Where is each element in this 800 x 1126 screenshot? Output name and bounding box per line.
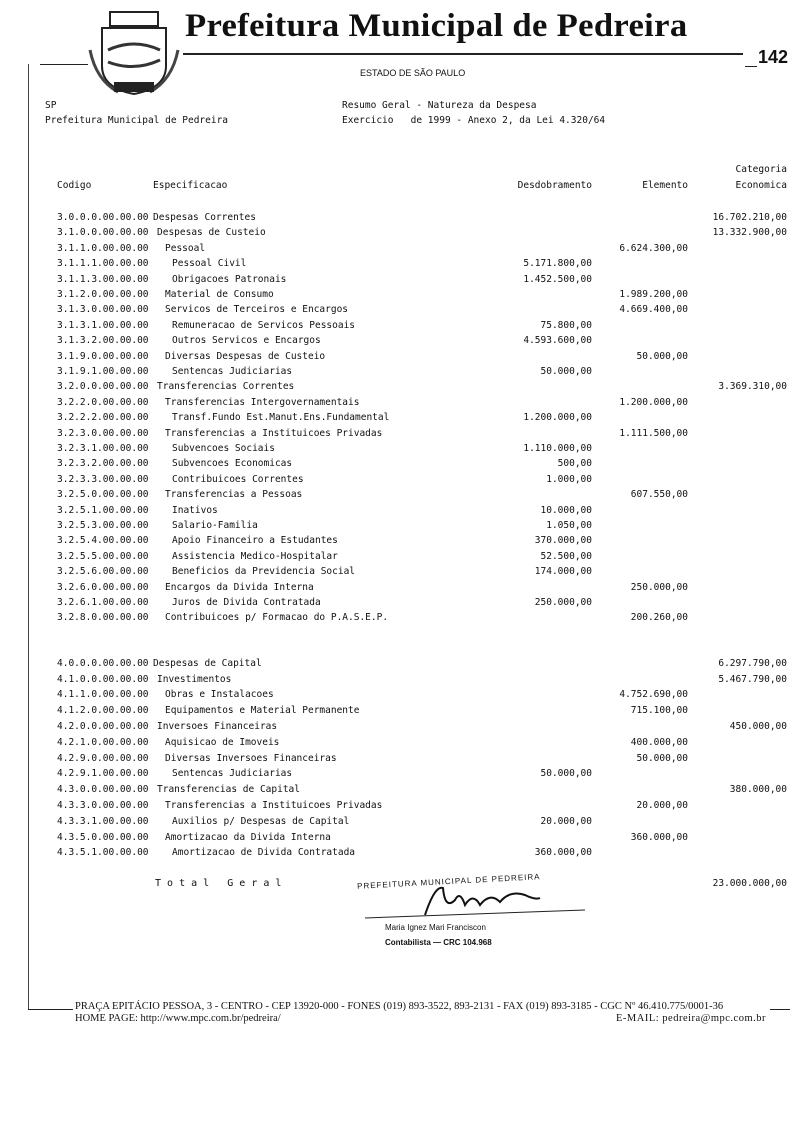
row-code: 3.2.3.1.00.00.00 [57, 443, 149, 454]
row-specification: Servicos de Terceiros e Encargos [165, 304, 349, 316]
row-specification: Obras e Instalacoes [165, 689, 274, 701]
table-row [0, 505, 800, 520]
row-code: 4.3.3.0.00.00.00 [57, 800, 149, 811]
footer-email: E-MAIL: pedreira@mpc.com.br [616, 1013, 766, 1024]
header-left-entity: Prefeitura Municipal de Pedreira [45, 115, 229, 126]
row-code: 3.2.5.3.00.00.00 [57, 520, 149, 531]
row-code: 3.2.5.1.00.00.00 [57, 504, 149, 516]
row-specification: Transferencias a Instituicoes Privadas [165, 427, 383, 439]
col-header-spec: Especificacao [153, 180, 228, 191]
row-desdobramento: 250.000,00 [534, 597, 592, 608]
table-row [0, 753, 800, 768]
row-categoria: 450.000,00 [729, 721, 787, 732]
row-specification: Encargos da Divida Interna [165, 581, 314, 593]
row-specification: Amortizacao de Divida Contratada [172, 847, 356, 859]
col-header-categoria-1: Categoria [735, 164, 787, 175]
row-specification: Material de Consumo [165, 289, 274, 300]
table-row [0, 597, 800, 612]
row-desdobramento: 10.000,00 [540, 504, 592, 516]
row-specification: Despesas Correntes [153, 212, 256, 223]
row-specification: Juros de Divida Contratada [172, 597, 321, 608]
row-code: 3.1.3.1.00.00.00 [57, 319, 149, 331]
row-code: 3.1.2.0.00.00.00 [57, 289, 149, 300]
row-specification: Auxilios p/ Despesas de Capital [172, 815, 350, 827]
row-code: 4.2.9.1.00.00.00 [57, 768, 149, 780]
row-desdobramento: 1.050,00 [546, 520, 592, 531]
row-categoria: 5.467.790,00 [718, 673, 787, 685]
row-specification: Pessoal Civil [172, 258, 247, 270]
row-code: 4.1.1.0.00.00.00 [57, 689, 149, 701]
table-row [0, 674, 800, 689]
row-specification: Despesas de Custeio [157, 227, 266, 239]
row-specification: Transferencias a Instituicoes Privadas [165, 800, 383, 811]
row-desdobramento: 75.800,00 [540, 319, 592, 331]
col-header-elemento: Elemento [642, 180, 688, 191]
row-specification: Pessoal [165, 242, 206, 254]
row-specification: Investimentos [157, 673, 232, 685]
row-desdobramento: 500,00 [557, 458, 592, 470]
row-specification: Outros Servicos e Encargos [172, 335, 321, 347]
row-code: 3.2.6.0.00.00.00 [57, 581, 149, 593]
table-row [0, 474, 800, 489]
row-categoria: 380.000,00 [729, 784, 787, 796]
table-row [0, 800, 800, 815]
row-elemento: 200.260,00 [630, 612, 688, 624]
page-number: 142 [758, 47, 789, 67]
table-row [0, 582, 800, 597]
total-value: 23.000.000,00 [712, 878, 787, 889]
row-code: 4.3.3.1.00.00.00 [57, 815, 149, 827]
row-code: 3.1.1.0.00.00.00 [57, 242, 149, 254]
row-elemento: 1.989.200,00 [619, 289, 688, 300]
row-specification: Apoio Financeiro a Estudantes [172, 535, 338, 547]
row-elemento: 6.624.300,00 [619, 242, 688, 254]
row-desdobramento: 1.200.000,00 [523, 412, 592, 424]
row-code: 3.1.1.3.00.00.00 [57, 273, 149, 285]
table-row [0, 335, 800, 350]
row-desdobramento: 20.000,00 [540, 815, 592, 827]
row-desdobramento: 4.593.600,00 [523, 335, 592, 347]
row-specification: Transferencias a Pessoas [165, 489, 303, 501]
row-specification: Contribuicoes p/ Formacao do P.A.S.E.P. [165, 612, 389, 624]
table-row [0, 658, 800, 673]
table-row [0, 737, 800, 752]
table-row [0, 428, 800, 443]
row-specification: Contribuicoes Correntes [172, 473, 304, 485]
row-code: 3.1.9.1.00.00.00 [57, 366, 149, 377]
row-code: 3.2.5.4.00.00.00 [57, 535, 149, 547]
row-desdobramento: 1.110.000,00 [523, 443, 592, 454]
row-desdobramento: 360.000,00 [534, 847, 592, 859]
row-code: 3.2.5.5.00.00.00 [57, 550, 149, 562]
row-code: 3.2.3.0.00.00.00 [57, 427, 149, 439]
row-elemento: 20.000,00 [636, 800, 688, 811]
row-code: 3.2.6.1.00.00.00 [57, 597, 149, 608]
handwritten-signature [365, 880, 595, 920]
table-row [0, 381, 800, 396]
table-row [0, 227, 800, 242]
row-specification: Equipamentos e Material Permanente [165, 705, 360, 717]
row-code: 3.2.0.0.00.00.00 [57, 381, 149, 393]
row-code: 3.1.0.0.00.00.00 [57, 227, 149, 239]
row-specification: Subvencoes Sociais [172, 443, 275, 454]
row-code: 3.2.3.3.00.00.00 [57, 473, 149, 485]
row-categoria: 3.369.310,00 [718, 381, 787, 393]
col-header-code: Codigo [57, 180, 92, 191]
row-code: 4.0.0.0.00.00.00 [57, 657, 149, 669]
row-specification: Sentencas Judiciarias [172, 768, 293, 780]
row-code: 4.1.0.0.00.00.00 [57, 673, 149, 685]
row-code: 3.2.8.0.00.00.00 [57, 612, 149, 624]
total-label: T o t a l G e r a l [155, 878, 282, 889]
table-row [0, 832, 800, 847]
table-row [0, 351, 800, 366]
row-desdobramento: 174.000,00 [534, 566, 592, 578]
row-elemento: 607.550,00 [630, 489, 688, 501]
row-code: 3.1.1.1.00.00.00 [57, 258, 149, 270]
table-row [0, 243, 800, 258]
table-row [0, 612, 800, 627]
row-desdobramento: 1.452.500,00 [523, 273, 592, 285]
row-elemento: 360.000,00 [630, 831, 688, 843]
table-row [0, 566, 800, 581]
row-specification: Salario-Familia [172, 520, 258, 531]
row-elemento: 50.000,00 [636, 350, 688, 362]
table-row [0, 489, 800, 504]
table-row [0, 705, 800, 720]
row-desdobramento: 50.000,00 [540, 366, 592, 377]
row-specification: Assistencia Medico-Hospitalar [172, 550, 338, 562]
row-specification: Aquisicao de Imoveis [165, 736, 280, 748]
row-specification: Sentencas Judiciarias [172, 366, 293, 377]
table-row [0, 397, 800, 412]
row-specification: Subvencoes Economicas [172, 458, 293, 470]
row-elemento: 715.100,00 [630, 705, 688, 717]
title-rule [183, 53, 743, 55]
row-specification: Amortizacao da Divida Interna [165, 831, 331, 843]
table-row [0, 258, 800, 273]
row-elemento: 250.000,00 [630, 581, 688, 593]
signature-stamp: PREFEITURA MUNICIPAL DE PEDREIRA [356, 872, 541, 891]
row-code: 3.1.9.0.00.00.00 [57, 350, 149, 362]
row-code: 4.3.5.0.00.00.00 [57, 831, 149, 843]
margin-rule [40, 64, 88, 65]
municipal-crest-logo [88, 10, 180, 98]
table-row [0, 212, 800, 227]
signatory-name: Maria Ignez Mari Franciscon [385, 923, 486, 932]
report-title: Resumo Geral - Natureza da Despesa [342, 100, 537, 111]
row-elemento: 1.111.500,00 [619, 427, 688, 439]
row-categoria: 6.297.790,00 [718, 657, 787, 669]
row-code: 4.2.9.0.00.00.00 [57, 752, 149, 764]
row-code: 3.2.5.0.00.00.00 [57, 489, 149, 501]
row-desdobramento: 5.171.800,00 [523, 258, 592, 270]
table-row [0, 689, 800, 704]
row-code: 4.1.2.0.00.00.00 [57, 705, 149, 717]
row-code: 4.3.0.0.00.00.00 [57, 784, 149, 796]
table-row [0, 784, 800, 799]
table-row [0, 520, 800, 535]
table-row [0, 366, 800, 381]
row-code: 3.2.3.2.00.00.00 [57, 458, 149, 470]
row-specification: Transferencias de Capital [157, 784, 300, 796]
row-specification: Despesas de Capital [153, 657, 262, 669]
row-desdobramento: 1.000,00 [546, 473, 592, 485]
row-specification: Transferencias Intergovernamentais [165, 396, 360, 408]
col-header-desdobramento: Desdobramento [517, 180, 592, 191]
row-code: 3.2.5.6.00.00.00 [57, 566, 149, 578]
footer-rule-right [770, 1009, 790, 1010]
row-elemento: 4.669.400,00 [619, 304, 688, 316]
row-categoria: 16.702.210,00 [712, 212, 787, 223]
table-row [0, 304, 800, 319]
report-subtitle: Exercicio de 1999 - Anexo 2, da Lei 4.320/64 [342, 115, 606, 126]
table-row [0, 274, 800, 289]
row-desdobramento: 52.500,00 [540, 550, 592, 562]
table-row [0, 289, 800, 304]
row-specification: Obrigacoes Patronais [172, 273, 287, 285]
row-specification: Inativos [172, 504, 218, 516]
footer-address: PRAÇA EPITÁCIO PESSOA, 3 - CENTRO - CEP 13920-000 - FONES (019) 893-3522, 893-2131 - FAX (019) 893-3185 - CGC Nº 46.410.775/0001-36 [75, 1001, 724, 1012]
letterhead-title: Prefeitura Municipal de Pedreira [185, 8, 688, 44]
row-specification: Remuneracao de Servicos Pessoais [172, 319, 356, 331]
table-row [0, 721, 800, 736]
signatory-role: Contabilista — CRC 104.968 [385, 938, 492, 947]
row-code: 4.2.0.0.00.00.00 [57, 721, 149, 732]
col-header-categoria-2: Economica [735, 180, 787, 191]
row-code: 4.3.5.1.00.00.00 [57, 847, 149, 859]
row-code: 3.1.3.0.00.00.00 [57, 304, 149, 316]
row-elemento: 400.000,00 [630, 736, 688, 748]
table-row [0, 320, 800, 335]
table-row [0, 535, 800, 550]
row-elemento: 1.200.000,00 [619, 396, 688, 408]
row-code: 3.0.0.0.00.00.00 [57, 212, 149, 223]
row-desdobramento: 370.000,00 [534, 535, 592, 547]
row-code: 3.2.2.0.00.00.00 [57, 396, 149, 408]
letterhead-state: ESTADO DE SÃO PAULO [360, 68, 466, 78]
table-row [0, 458, 800, 473]
row-specification: Inversoes Financeiras [157, 721, 278, 732]
row-specification: Beneficios da Previdencia Social [172, 566, 356, 578]
table-row [0, 443, 800, 458]
table-row [0, 551, 800, 566]
row-specification: Diversas Despesas de Custeio [165, 350, 326, 362]
table-row [0, 412, 800, 427]
row-code: 3.2.2.2.00.00.00 [57, 412, 149, 424]
table-row [0, 847, 800, 862]
row-specification: Diversas Inversoes Financeiras [165, 752, 337, 764]
row-elemento: 4.752.690,00 [619, 689, 688, 701]
header-left-state: SP [45, 100, 57, 111]
row-specification: Transferencias Correntes [157, 381, 295, 393]
page-number-rule [745, 66, 757, 67]
footer-rule-left [28, 1009, 73, 1010]
row-desdobramento: 50.000,00 [540, 768, 592, 780]
table-row [0, 816, 800, 831]
footer-homepage: HOME PAGE: http://www.mpc.com.br/pedreira/ [75, 1013, 281, 1024]
row-specification: Transf.Fundo Est.Manut.Ens.Fundamental [172, 412, 390, 424]
row-categoria: 13.332.900,00 [712, 227, 787, 239]
row-code: 3.1.3.2.00.00.00 [57, 335, 149, 347]
table-row [0, 768, 800, 783]
row-elemento: 50.000,00 [636, 752, 688, 764]
row-code: 4.2.1.0.00.00.00 [57, 736, 149, 748]
